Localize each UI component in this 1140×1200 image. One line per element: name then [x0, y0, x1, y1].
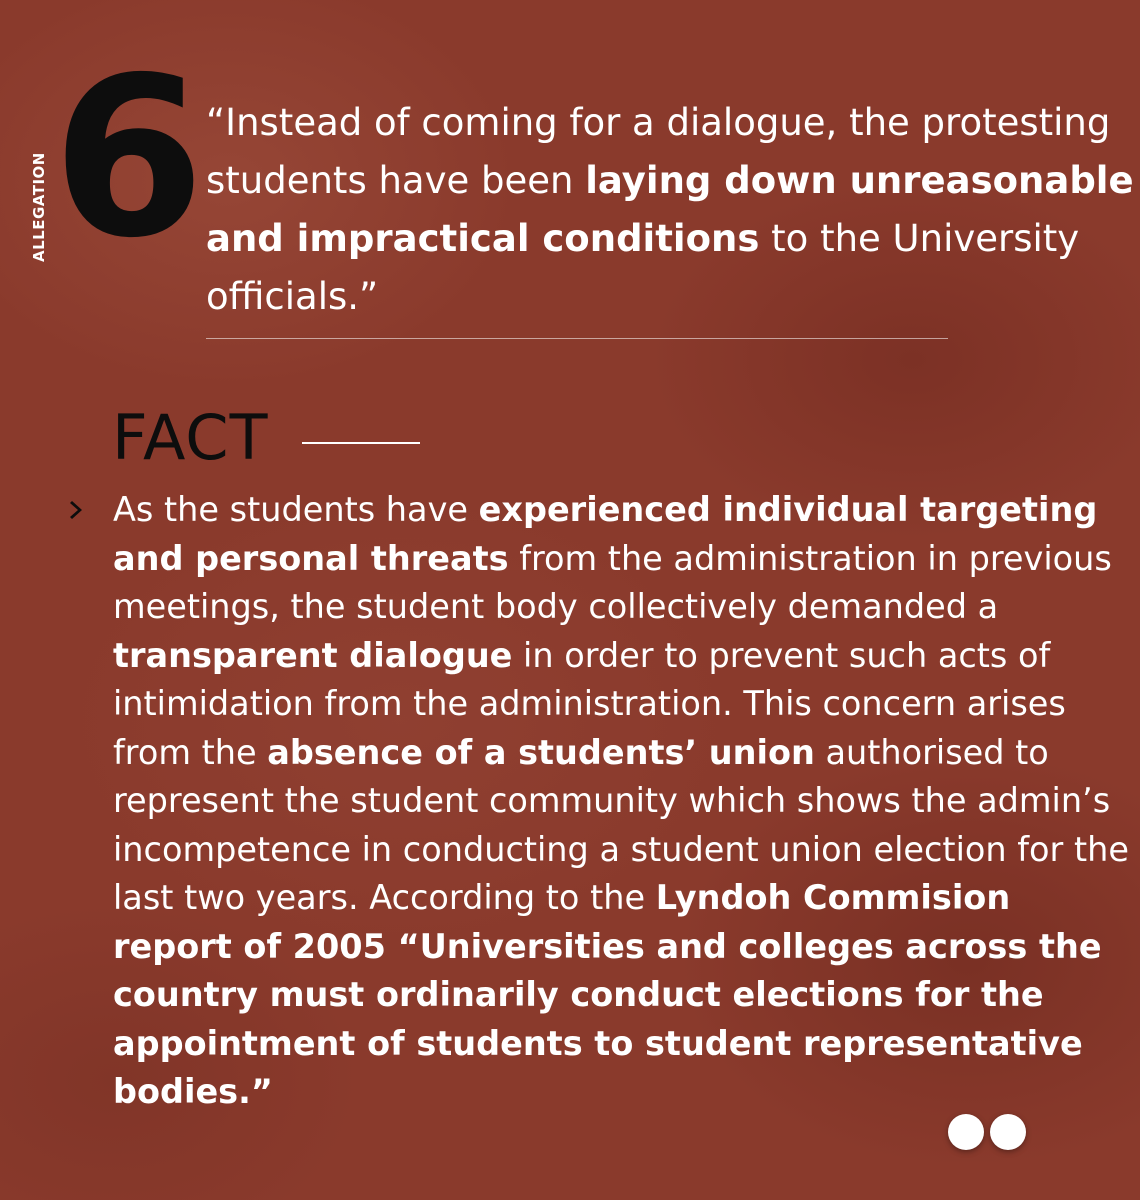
allegation-quote: [206, 94, 1136, 326]
quote-emphasis: laying down unreasonable and impractical conditions: [206, 159, 1134, 260]
section-divider: [206, 338, 948, 339]
fact-text: in order to prevent such acts of intimidation from the administration. This concern arises from the: [113, 635, 1066, 772]
fact-emphasis: experienced individual targeting and personal threats: [113, 490, 1098, 578]
pagination-dot[interactable]: [990, 1114, 1026, 1150]
fact-emphasis: Lyndoh Commision report of 2005 “Universities and colleges across the country must ordinarily conduct elections for the appointment of students to student representative bodies.”: [113, 878, 1102, 1111]
fact-text: As the students have: [113, 490, 479, 529]
fact-title-rule: [302, 442, 420, 444]
fact-body: [113, 486, 1133, 1117]
fact-text: authorised to represent the student community which shows the admin’s incompetence in conducting a student union election for the last two years. According to the: [113, 732, 1129, 917]
quote-text-end: to the University officials.”: [206, 217, 1080, 318]
pagination-dots: [948, 1114, 1026, 1150]
fact-emphasis: absence of a students’ union: [267, 732, 815, 772]
fact-emphasis: transparent dialogue: [113, 635, 513, 675]
pagination-dot[interactable]: [948, 1114, 984, 1150]
chevron-right-icon: [66, 498, 90, 522]
allegation-number: 6: [52, 30, 200, 286]
fact-text: from the administration in previous meetings, the student body collectively demanded a: [113, 538, 1112, 626]
fact-title: FACT: [112, 401, 269, 474]
quote-text: “Instead of coming for a dialogue, the protesting students have been: [206, 101, 1111, 202]
allegation-label: ALLEGATION: [30, 152, 48, 262]
